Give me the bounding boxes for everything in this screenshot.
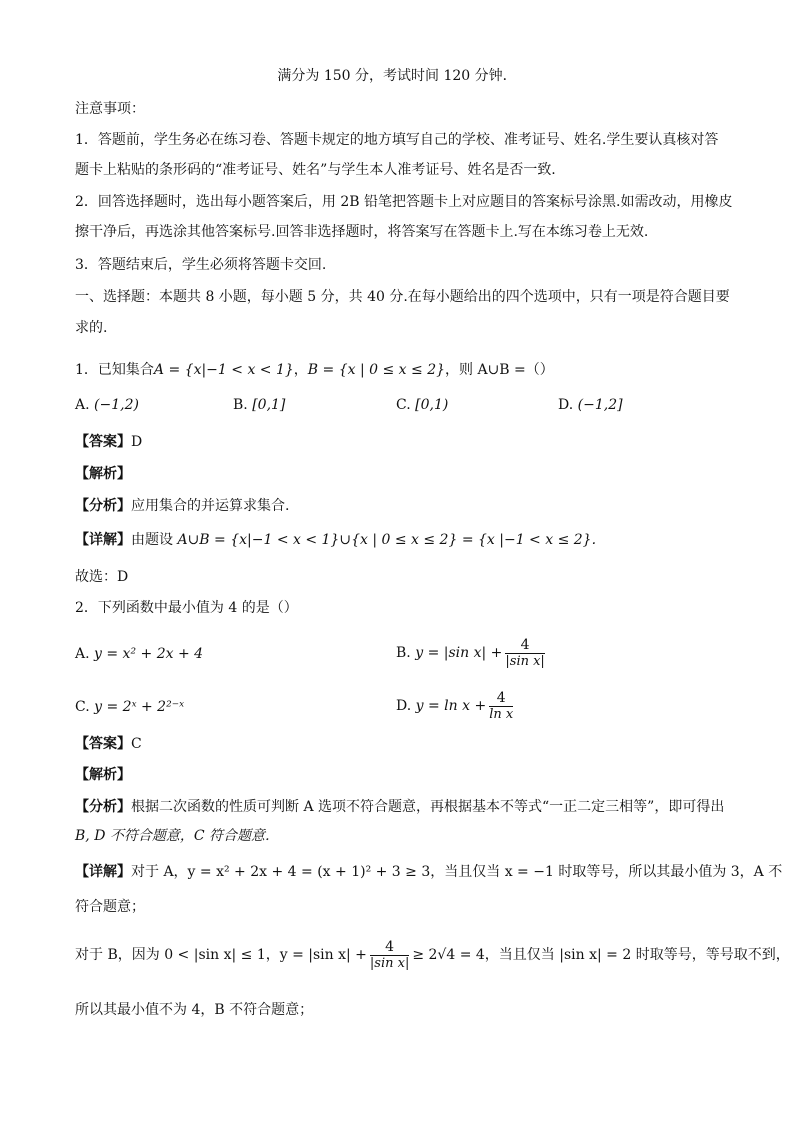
q2-option-a: A. y = x² + 2x + 4 — [75, 646, 204, 662]
q1-fenxi: 【分析】应用集合的并运算求集合. — [75, 498, 290, 514]
section-heading: 求的. — [75, 320, 108, 336]
q2-option-b-analysis: 对于 B，因为 0 < |sin x| ≤ 1，y = |sin x| + $\frac{4}{\text{|sin x|}}$ ≥ 2√4 = 4，当且仅当 |sin x| = 2 时取等号，等号取不到， — [75, 938, 790, 971]
q1-conclusion: 故选：D — [75, 569, 129, 585]
answer-tag: 【答案】 — [75, 434, 131, 450]
q1-option-b: B. [0,1] — [233, 397, 286, 413]
q1-answer: 【答案】D — [75, 434, 143, 450]
q1-option-a: A. (−1,2) — [75, 397, 139, 413]
question-2-stem: 2．下列函数中最小值为 4 的是（） — [75, 600, 298, 616]
notice-line: 3．答题结束后，学生必须将答题卡交回. — [75, 257, 327, 273]
notice-line: 题卡上粘贴的条形码的“准考证号、姓名”与学生本人准考证号、姓名是否一致. — [75, 162, 556, 178]
q2-fenxi: 【分析】根据二次函数的性质可判断 A 选项不符合题意，再根据基本不等式“一正二定三相等”，即可得出 — [75, 799, 725, 815]
q1-option-c: C. [0,1) — [396, 397, 449, 413]
q2-analysis-tag: 【解析】 — [75, 767, 131, 783]
notice-line: 1．答题前，学生务必在练习卷、答题卡规定的地方填写自己的学校、准考证号、姓名.学生要认真核对答 — [75, 132, 719, 148]
q2-xiangjie: 【详解】对于 A，y = x² + 2x + 4 = (x + 1)² + 3 ≥ 3，当且仅当 x = −1 时取等号，所以其最小值为 3，A 不 — [75, 864, 783, 880]
section-heading: 一、选择题：本题共 8 小题，每小题 5 分，共 40 分.在每小题给出的四个选项中，只有一项是符合题目要 — [75, 289, 730, 305]
notice-title: 注意事项： — [75, 101, 145, 117]
q2-option-b: B. y = |sin x| + $\frac{4}{\text{|sin x|}}$ — [396, 636, 545, 669]
q2-fenxi-line2: B, D 不符合题意，C 符合题意． — [75, 828, 280, 844]
q1-set-b: B = {x | 0 ≤ x ≤ 2} — [307, 362, 446, 378]
q1-prefix: 1．已知集合 — [75, 362, 154, 378]
question-1-stem — [75, 360, 554, 380]
q1-xiangjie: 【详解】由题设 A∪B = {x|−1 < x < 1}∪{x | 0 ≤ x ≤ 2} = {x |−1 < x ≤ 2}. — [75, 532, 597, 548]
exam-header: 满分为 150 分，考试时间 120 分钟． — [277, 68, 517, 84]
q1-option-d: D. (−1,2] — [558, 397, 623, 413]
q2-answer: 【答案】C — [75, 736, 142, 752]
q2-option-b-conclusion: 所以其最小值不为 4，B 不符合题意； — [75, 1002, 314, 1018]
q1-sep: ， — [293, 362, 308, 378]
q2-xiangjie-line2: 符合题意； — [75, 899, 145, 915]
notice-line: 2．回答选择题时，选出每小题答案后，用 2B 铅笔把答题卡上对应题目的答案标号涂黑.如需改动，用橡皮 — [75, 194, 733, 210]
q1-analysis-tag: 【解析】 — [75, 466, 131, 482]
q1-suffix: ，则 A∪B =（） — [445, 362, 554, 378]
q1-set-a: A = {x|−1 < x < 1} — [153, 362, 294, 378]
q2-option-d: D. y = ln x + $\frac{4}{\text{ln x}}$ — [396, 689, 514, 722]
notice-line: 擦干净后，再选涂其他答案标号.回答非选择题时，将答案写在答题卡上.写在本练习卷上无效. — [75, 224, 649, 240]
q2-option-c: C. y = 2ˣ + 2²⁻ˣ — [75, 699, 185, 715]
